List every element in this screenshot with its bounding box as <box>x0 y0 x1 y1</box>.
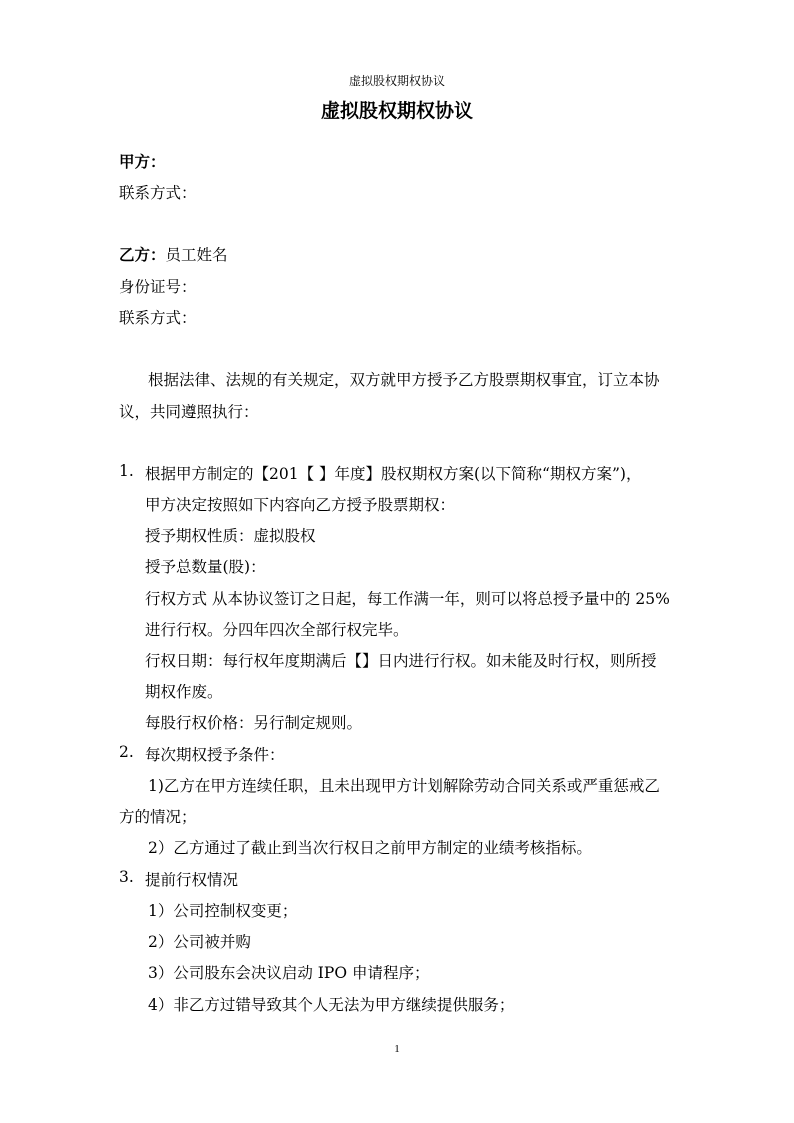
clause-3-number: 3. <box>119 868 134 886</box>
clause-1-method-line-1: 行权方式 从本协议签订之日起，每工作满一年，则可以将总授予量中的 25% <box>145 590 670 608</box>
clause-3-item-2: 2）公司被并购 <box>148 933 251 951</box>
party-a-label: 甲方： <box>119 152 166 171</box>
clause-3-item-3: 3）公司股东会决议启动 IPO 申请程序； <box>148 964 430 982</box>
page-number: 1 <box>394 1043 400 1055</box>
clause-3-item-4: 4）非乙方过错导致其个人无法为甲方继续提供服务； <box>148 996 515 1014</box>
clause-1-method-line-2: 进行行权。分四年四次全部行权完毕。 <box>145 621 409 639</box>
party-b-id: 身份证号： <box>119 278 197 296</box>
clause-2-number: 2. <box>119 743 134 761</box>
party-b-label: 乙方： <box>119 245 166 264</box>
document-title: 虚拟股权期权协议 <box>320 100 473 122</box>
clause-2-item-1-line-1: 1)乙方在甲方连续任职，且未出现甲方计划解除劳动合同关系或严重惩戒乙 <box>148 777 660 795</box>
clause-1-date-line-1: 行权日期：每行权年度期满后【】日内进行行权。如未能及时行权，则所授 <box>145 652 657 670</box>
clause-1-total: 授予总数量(股)： <box>145 558 266 576</box>
clause-1-nature: 授予期权性质：虚拟股权 <box>145 527 316 545</box>
clause-1-price: 每股行权价格：另行制定规则。 <box>145 714 363 732</box>
clause-2-item-1-line-2: 方的情况； <box>119 808 197 826</box>
preamble-line-2: 议，共同遵照执行： <box>119 403 259 421</box>
clause-3-heading: 提前行权情况 <box>145 871 239 889</box>
clause-2-item-2: 2）乙方通过了截止到当次行权日之前甲方制定的业绩考核指标。 <box>148 839 592 857</box>
clause-1-number: 1. <box>119 462 134 480</box>
preamble-line-1: 根据法律、法规的有关规定，双方就甲方授予乙方股票期权事宜，订立本协 <box>148 371 660 389</box>
party-b-contact: 联系方式： <box>119 309 197 327</box>
clause-1-date-line-2: 期权作废。 <box>145 683 223 701</box>
party-a-contact: 联系方式： <box>119 184 197 202</box>
running-header: 虚拟股权期权协议 <box>348 74 445 88</box>
party-b-line <box>119 243 228 265</box>
party-b-name: 员工姓名 <box>165 246 228 264</box>
clause-1-line-2: 甲方决定按照如下内容向乙方授予股票期权： <box>145 496 456 514</box>
clause-3-item-1: 1）公司控制权变更； <box>148 902 298 920</box>
clause-2-heading: 每次期权授予条件： <box>145 746 285 764</box>
clause-1-line-1: 根据甲方制定的【201【 】年度】股权期权方案(以下简称“期权方案”)， <box>145 465 642 483</box>
